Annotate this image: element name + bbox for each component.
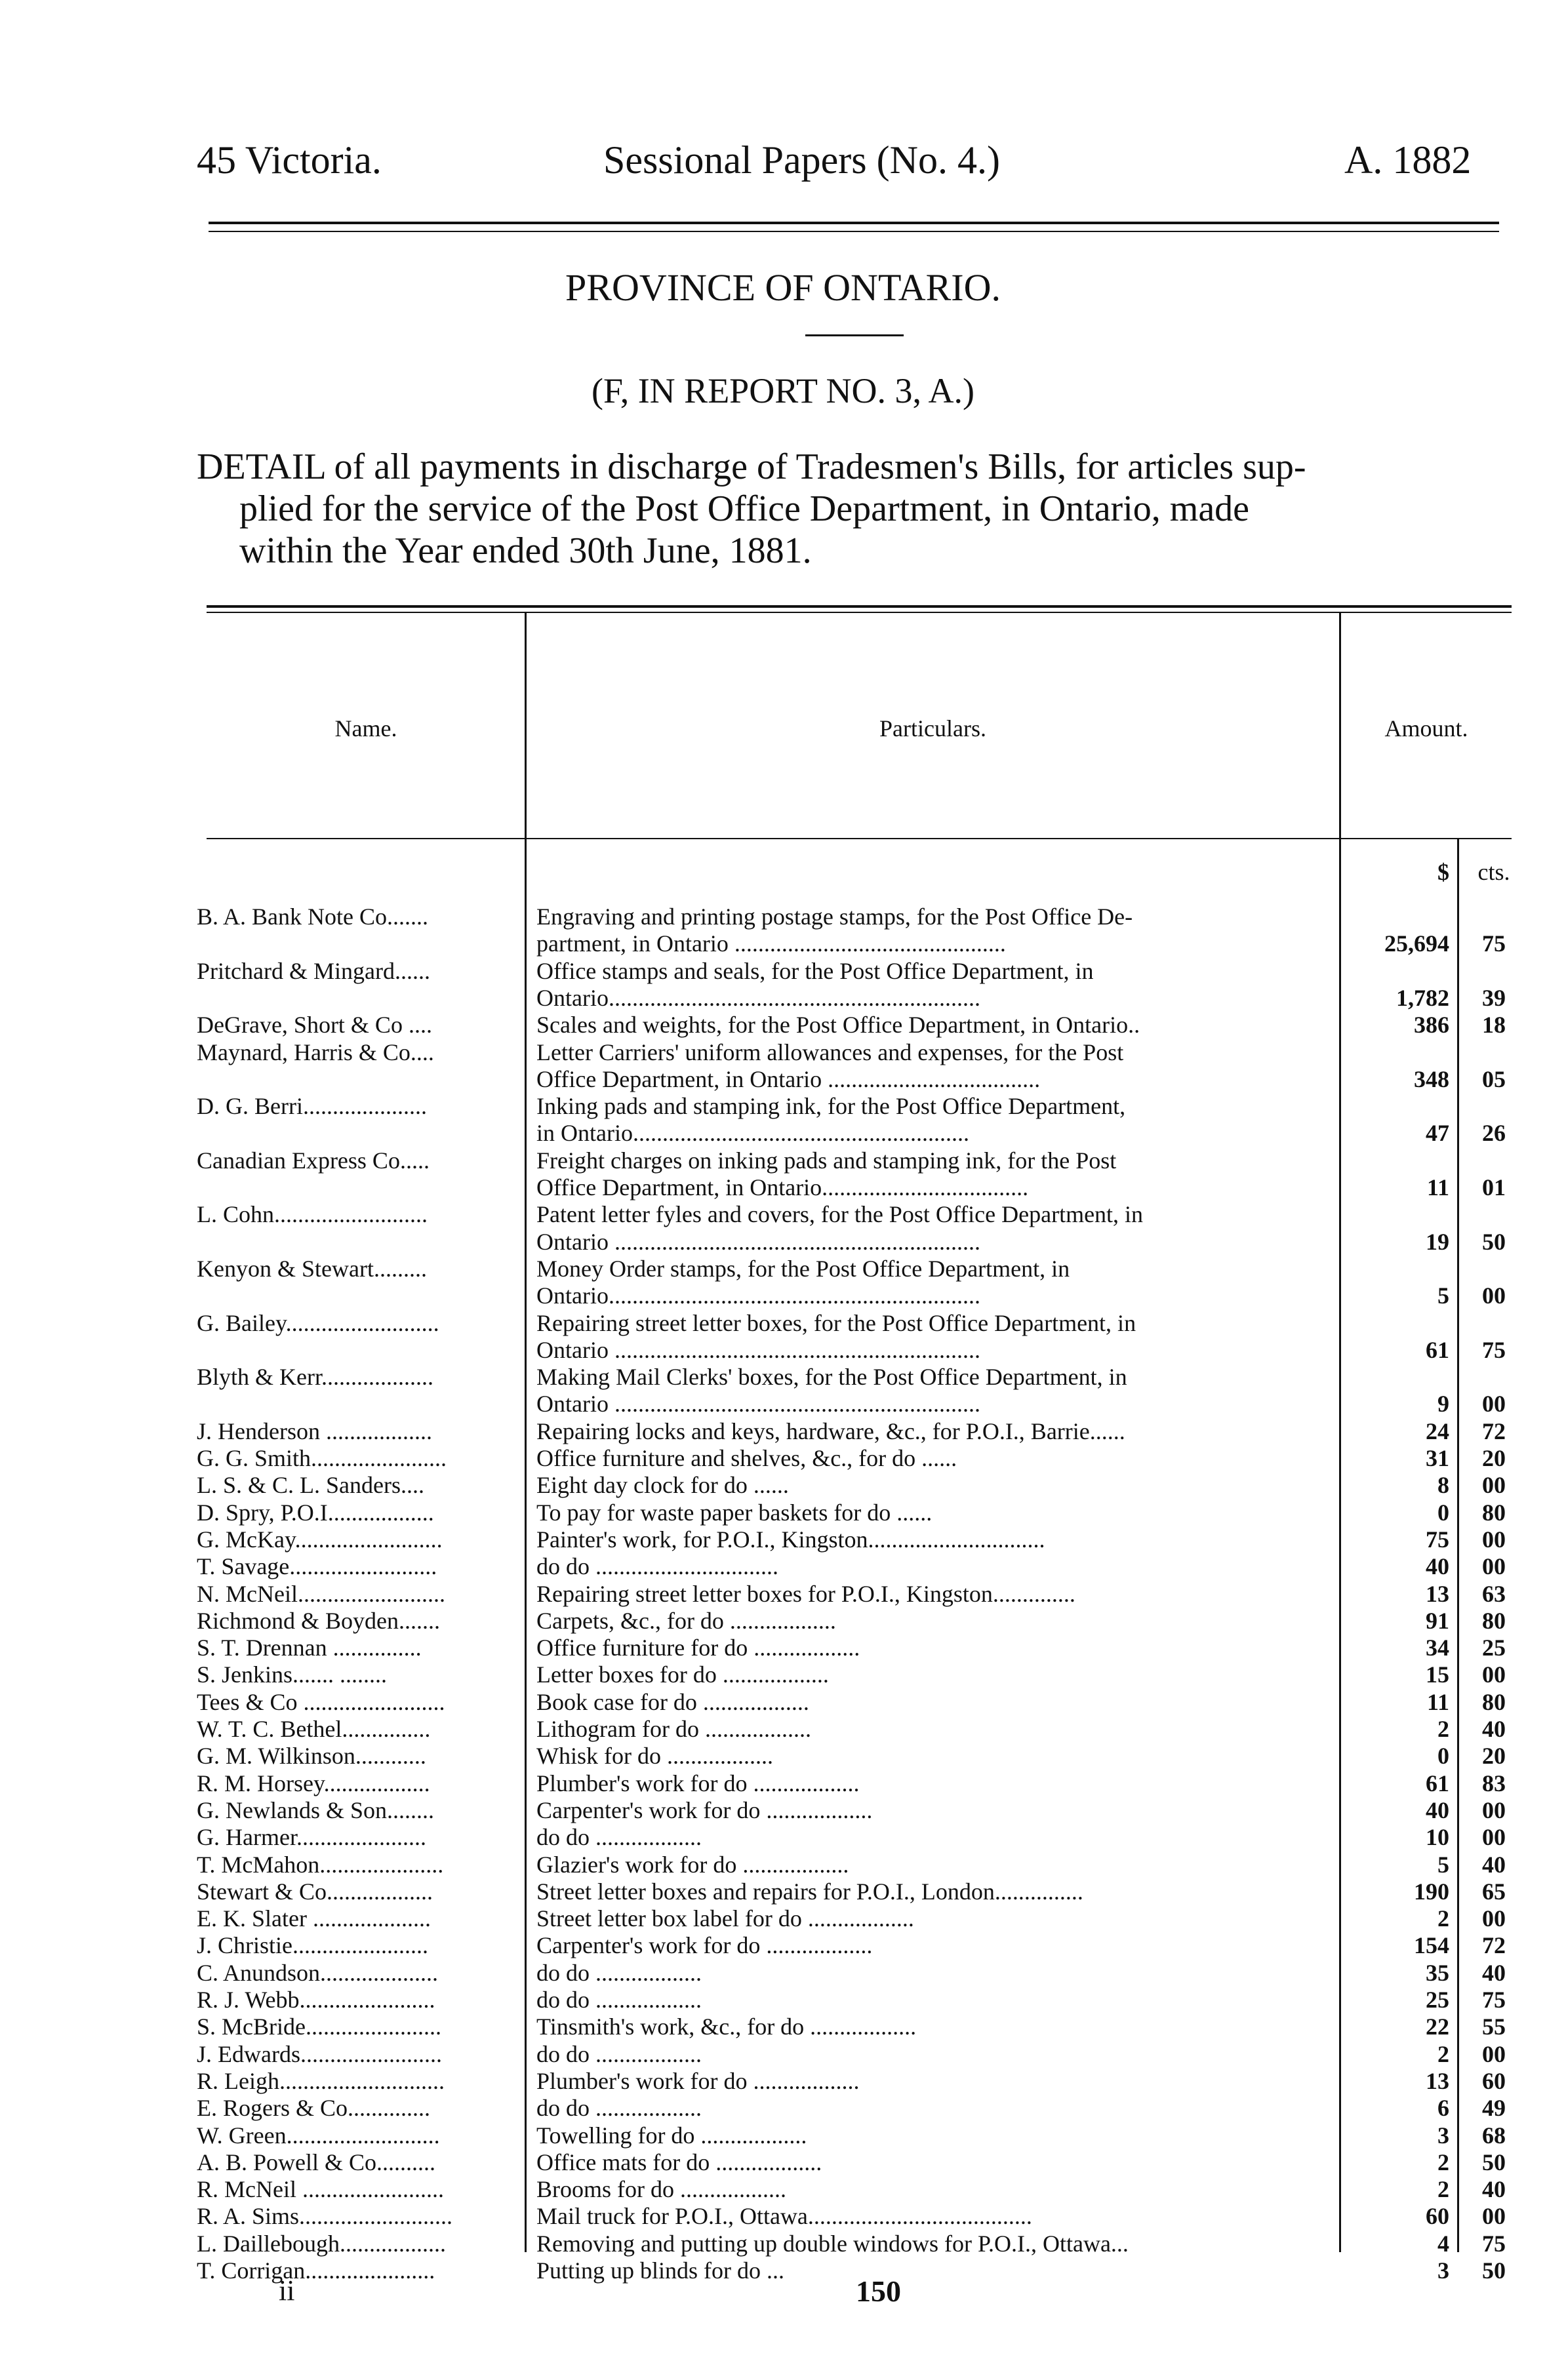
- particulars-text: Carpets, &c., for do ..................: [536, 1608, 836, 1634]
- amount-dollars: 15: [1426, 1661, 1449, 1688]
- particulars-text: Office mats for do ..................: [536, 2149, 822, 2175]
- amount-cents: 00: [1482, 1905, 1506, 1932]
- particulars-text: To pay for waste paper baskets for do ......: [536, 1499, 933, 1526]
- payee-name: R. A. Sims..........................: [197, 2203, 453, 2229]
- payee-name: D. Spry, P.O.I..................: [197, 1499, 434, 1526]
- amount-dollars: 2: [1437, 2041, 1449, 2067]
- amount-dollars: 60: [1426, 2203, 1449, 2229]
- particulars-text: Scales and weights, for the Post Office Department, in Ontario..: [536, 1012, 1140, 1038]
- payee-name: Richmond & Boyden.......: [197, 1608, 440, 1634]
- amount-dollars: 91: [1426, 1608, 1449, 1634]
- particulars-text: Freight charges on inking pads and stamping ink, for the Post: [536, 1147, 1117, 1174]
- amount-cents: 49: [1482, 2095, 1506, 2121]
- title-short-rule: [805, 334, 904, 336]
- particulars-text: Office furniture for do ..................: [536, 1635, 860, 1661]
- amount-cents: 55: [1482, 2013, 1506, 2040]
- payee-name: R. J. Webb.......................: [197, 1987, 435, 2013]
- payee-name: R. Leigh............................: [197, 2068, 445, 2094]
- payee-name: J. Edwards........................: [197, 2041, 442, 2067]
- column-header-particulars: Particulars.: [879, 715, 986, 742]
- payee-name: D. G. Berri.....................: [197, 1093, 427, 1119]
- payee-name: Canadian Express Co.....: [197, 1147, 430, 1174]
- amount-dollars: 61: [1426, 1770, 1449, 1796]
- particulars-text: do do ..................: [536, 2095, 702, 2121]
- amount-cents: 00: [1482, 1526, 1506, 1553]
- amount-cents: 50: [1482, 2149, 1506, 2175]
- amount-cents: 05: [1482, 1066, 1506, 1092]
- amount-dollars: 10: [1426, 1824, 1449, 1850]
- payee-name: A. B. Powell & Co..........: [197, 2149, 436, 2175]
- particulars-text: Ontario ..............................................................: [536, 1337, 980, 1363]
- column-header-name: Name.: [334, 715, 397, 742]
- amount-cents: 00: [1482, 1661, 1506, 1688]
- report-reference: (F, IN REPORT NO. 3, A.): [592, 371, 974, 410]
- particulars-text: Eight day clock for do ......: [536, 1472, 789, 1498]
- amount-cents: 39: [1482, 985, 1506, 1011]
- payee-name: E. K. Slater ....................: [197, 1905, 431, 1932]
- amount-cents: 72: [1482, 1418, 1506, 1444]
- amount-cents: 40: [1482, 1960, 1506, 1986]
- amount-cents: 00: [1482, 1282, 1506, 1309]
- payee-name: S. T. Drennan ...............: [197, 1635, 422, 1661]
- amount-dollars: 24: [1426, 1418, 1449, 1444]
- amount-dollars: 5: [1437, 1282, 1449, 1309]
- running-head-center: Sessional Papers (No. 4.): [603, 138, 1000, 182]
- table-top-rule: [207, 605, 1512, 608]
- amount-dollars: 0: [1437, 1743, 1449, 1769]
- payee-name: C. Anundson....................: [197, 1960, 439, 1986]
- amount-cents: 50: [1482, 2257, 1506, 2284]
- amount-cents: 80: [1482, 1689, 1506, 1715]
- particulars-text: Inking pads and stamping ink, for the Post Office Department,: [536, 1093, 1126, 1119]
- amount-cents: 01: [1482, 1174, 1506, 1200]
- particulars-text: Office furniture and shelves, &c., for do ......: [536, 1445, 957, 1471]
- column-divider-name: [525, 613, 527, 2252]
- particulars-text: partment, in Ontario ..............................................: [536, 930, 1006, 957]
- amount-dollars: 386: [1414, 1012, 1449, 1038]
- payee-name: N. McNeil.........................: [197, 1581, 445, 1607]
- particulars-text: do do ..................: [536, 1824, 702, 1850]
- particulars-text: Patent letter fyles and covers, for the Post Office Department, in: [536, 1201, 1144, 1227]
- payee-name: B. A. Bank Note Co.......: [197, 903, 429, 930]
- amount-cents: 80: [1482, 1608, 1506, 1634]
- amount-dollars: 61: [1426, 1337, 1449, 1363]
- payee-name: J. Christie.......................: [197, 1932, 429, 1958]
- payee-name: DeGrave, Short & Co ....: [197, 1012, 432, 1038]
- amount-dollars: 11: [1426, 1174, 1449, 1200]
- folio-roman: ii: [279, 2274, 295, 2307]
- particulars-text: Brooms for do ..................: [536, 2176, 786, 2202]
- amount-dollars: 31: [1426, 1445, 1449, 1471]
- payee-name: E. Rogers & Co..............: [197, 2095, 430, 2121]
- amount-dollars: 19: [1426, 1229, 1449, 1255]
- particulars-text: Office Department, in Ontario...................................: [536, 1174, 1029, 1200]
- table-header-rule: [207, 838, 1512, 839]
- amount-cents: 60: [1482, 2068, 1506, 2094]
- amount-dollars: 2: [1437, 2176, 1449, 2202]
- amount-dollars: 9: [1437, 1391, 1449, 1417]
- particulars-text: Lithogram for do ..................: [536, 1716, 811, 1742]
- payee-name: R. M. Horsey..................: [197, 1770, 430, 1796]
- payee-name: T. Savage.........................: [197, 1553, 437, 1579]
- detail-line-2: plied for the service of the Post Office Department, in Ontario, made: [239, 488, 1250, 529]
- particulars-text: Engraving and printing postage stamps, for the Post Office De-: [536, 903, 1133, 930]
- amount-dollars: 4: [1437, 2231, 1449, 2257]
- amount-dollars: 47: [1426, 1120, 1449, 1146]
- particulars-text: do do ..................: [536, 2041, 702, 2067]
- amount-cents: 18: [1482, 1012, 1506, 1038]
- payee-name: Stewart & Co..................: [197, 1878, 433, 1905]
- header-rule-bottom: [209, 231, 1499, 232]
- amount-cents: 40: [1482, 2176, 1506, 2202]
- amount-cents: 40: [1482, 1852, 1506, 1878]
- amount-dollars: 25,694: [1384, 930, 1449, 957]
- amount-cents: 00: [1482, 2203, 1506, 2229]
- payee-name: T. Corrigan......................: [197, 2257, 435, 2284]
- payee-name: G. G. Smith.......................: [197, 1445, 447, 1471]
- detail-line-3: within the Year ended 30th June, 1881.: [239, 530, 812, 571]
- particulars-text: Carpenter's work for do ..................: [536, 1797, 873, 1823]
- amount-dollars: 25: [1426, 1987, 1449, 2013]
- payee-name: W. Green..........................: [197, 2122, 440, 2149]
- particulars-text: Street letter box label for do ..................: [536, 1905, 914, 1932]
- particulars-text: Glazier's work for do ..................: [536, 1852, 849, 1878]
- payee-name: S. Jenkins....... ........: [197, 1661, 388, 1688]
- amount-cents: 75: [1482, 1337, 1506, 1363]
- particulars-text: Repairing street letter boxes for P.O.I., Kingston..............: [536, 1581, 1075, 1607]
- particulars-text: Plumber's work for do ..................: [536, 1770, 860, 1796]
- amount-dollars: 348: [1414, 1066, 1449, 1092]
- particulars-text: Street letter boxes and repairs for P.O.I., London...............: [536, 1878, 1083, 1905]
- amount-dollars: 2: [1437, 1905, 1449, 1932]
- amount-cents: 68: [1482, 2122, 1506, 2149]
- particulars-text: Ontario...............................................................: [536, 1282, 980, 1309]
- particulars-text: Book case for do ..................: [536, 1689, 809, 1715]
- particulars-text: Carpenter's work for do ..................: [536, 1932, 873, 1958]
- amount-cents: 00: [1482, 1391, 1506, 1417]
- page-title: PROVINCE OF ONTARIO.: [565, 266, 1001, 309]
- amount-dollars: 2: [1437, 1716, 1449, 1742]
- particulars-text: Removing and putting up double windows for P.O.I., Ottawa...: [536, 2231, 1129, 2257]
- particulars-text: Towelling for do ..................: [536, 2122, 807, 2149]
- payee-name: Blyth & Kerr...................: [197, 1364, 433, 1390]
- amount-dollars: 190: [1414, 1878, 1449, 1905]
- dollars-unit-label: $: [1437, 859, 1449, 885]
- amount-dollars: 75: [1426, 1526, 1449, 1553]
- payee-name: Pritchard & Mingard......: [197, 958, 430, 984]
- amount-dollars: 13: [1426, 1581, 1449, 1607]
- particulars-text: Office Department, in Ontario ....................................: [536, 1066, 1041, 1092]
- amount-cents: 50: [1482, 1229, 1506, 1255]
- particulars-text: Money Order stamps, for the Post Office Department, in: [536, 1256, 1070, 1282]
- amount-cents: 00: [1482, 1553, 1506, 1579]
- amount-cents: 00: [1482, 1824, 1506, 1850]
- amount-dollars: 2: [1437, 2149, 1449, 2175]
- detail-line-1: DETAIL of all payments in discharge of Tradesmen's Bills, for articles sup-: [197, 446, 1306, 487]
- cents-unit-label: cts.: [1477, 859, 1510, 885]
- payee-name: J. Henderson ..................: [197, 1418, 432, 1444]
- detail-paragraph: [197, 446, 1512, 572]
- payee-name: L. Cohn..........................: [197, 1201, 428, 1227]
- amount-cents: 00: [1482, 1472, 1506, 1498]
- particulars-text: Plumber's work for do ..................: [536, 2068, 860, 2094]
- amount-dollars: 1,782: [1396, 985, 1449, 1011]
- amount-cents: 63: [1482, 1581, 1506, 1607]
- particulars-text: Ontario...............................................................: [536, 985, 980, 1011]
- amount-dollars: 40: [1426, 1553, 1449, 1579]
- header-rule-top: [209, 222, 1499, 224]
- particulars-text: Letter Carriers' uniform allowances and expenses, for the Post: [536, 1039, 1124, 1065]
- particulars-text: Tinsmith's work, &c., for do ..................: [536, 2013, 917, 2040]
- amount-dollars: 40: [1426, 1797, 1449, 1823]
- payee-name: G. Newlands & Son........: [197, 1797, 434, 1823]
- amount-dollars: 22: [1426, 2013, 1449, 2040]
- payee-name: G. Bailey..........................: [197, 1310, 439, 1336]
- particulars-text: in Ontario.........................................................: [536, 1120, 969, 1146]
- particulars-text: Putting up blinds for do ...: [536, 2257, 785, 2284]
- payee-name: Maynard, Harris & Co....: [197, 1039, 434, 1065]
- column-divider-cents: [1457, 839, 1459, 2252]
- amount-cents: 75: [1482, 2231, 1506, 2257]
- amount-cents: 80: [1482, 1499, 1506, 1526]
- payee-name: Tees & Co ........................: [197, 1689, 445, 1715]
- amount-dollars: 3: [1437, 2122, 1449, 2149]
- amount-dollars: 8: [1437, 1472, 1449, 1498]
- amount-dollars: 34: [1426, 1635, 1449, 1661]
- payee-name: R. McNeil ........................: [197, 2176, 444, 2202]
- particulars-text: Making Mail Clerks' boxes, for the Post Office Department, in: [536, 1364, 1127, 1390]
- payee-name: T. McMahon.....................: [197, 1852, 444, 1878]
- amount-cents: 20: [1482, 1445, 1506, 1471]
- amount-cents: 20: [1482, 1743, 1506, 1769]
- particulars-text: Ontario ..............................................................: [536, 1229, 980, 1255]
- particulars-text: Painter's work, for P.O.I., Kingston..............................: [536, 1526, 1045, 1553]
- amount-cents: 00: [1482, 1797, 1506, 1823]
- payee-name: G. Harmer......................: [197, 1824, 426, 1850]
- amount-cents: 25: [1482, 1635, 1506, 1661]
- amount-dollars: 11: [1426, 1689, 1449, 1715]
- particulars-text: Letter boxes for do ..................: [536, 1661, 829, 1688]
- payee-name: G. M. Wilkinson............: [197, 1743, 426, 1769]
- particulars-text: do do ..................: [536, 1960, 702, 1986]
- particulars-text: Mail truck for P.O.I., Ottawa......................................: [536, 2203, 1032, 2229]
- payee-name: W. T. C. Bethel...............: [197, 1716, 431, 1742]
- amount-cents: 40: [1482, 1716, 1506, 1742]
- payee-name: S. McBride.......................: [197, 2013, 441, 2040]
- amount-cents: 00: [1482, 2041, 1506, 2067]
- particulars-text: do do ..................: [536, 1987, 702, 2013]
- running-head-right: A. 1882: [1344, 138, 1472, 182]
- amount-dollars: 154: [1414, 1932, 1449, 1958]
- amount-cents: 83: [1482, 1770, 1506, 1796]
- amount-dollars: 6: [1437, 2095, 1449, 2121]
- payee-name: L. S. & C. L. Sanders....: [197, 1472, 424, 1498]
- amount-dollars: 5: [1437, 1852, 1449, 1878]
- particulars-text: Repairing locks and keys, hardware, &c., for P.O.I., Barrie......: [536, 1418, 1125, 1444]
- running-head-left: 45 Victoria.: [197, 138, 382, 182]
- particulars-text: Ontario ..............................................................: [536, 1391, 980, 1417]
- amount-cents: 65: [1482, 1878, 1506, 1905]
- payee-name: Kenyon & Stewart.........: [197, 1256, 427, 1282]
- amount-dollars: 35: [1426, 1960, 1449, 1986]
- particulars-text: do do ...............................: [536, 1553, 778, 1579]
- page-number: 150: [856, 2274, 901, 2308]
- payee-name: G. McKay.........................: [197, 1526, 443, 1553]
- table-top-rule-thin: [207, 612, 1512, 613]
- amount-dollars: 3: [1437, 2257, 1449, 2284]
- amount-dollars: 13: [1426, 2068, 1449, 2094]
- amount-cents: 26: [1482, 1120, 1506, 1146]
- column-header-amount: Amount.: [1384, 715, 1468, 742]
- amount-cents: 75: [1482, 1987, 1506, 2013]
- payee-name: L. Daillebough..................: [197, 2231, 446, 2257]
- amount-cents: 72: [1482, 1932, 1506, 1958]
- amount-dollars: 0: [1437, 1499, 1449, 1526]
- particulars-text: Office stamps and seals, for the Post Office Department, in: [536, 958, 1094, 984]
- amount-cents: 75: [1482, 930, 1506, 957]
- particulars-text: Whisk for do ..................: [536, 1743, 773, 1769]
- particulars-text: Repairing street letter boxes, for the Post Office Department, in: [536, 1310, 1136, 1336]
